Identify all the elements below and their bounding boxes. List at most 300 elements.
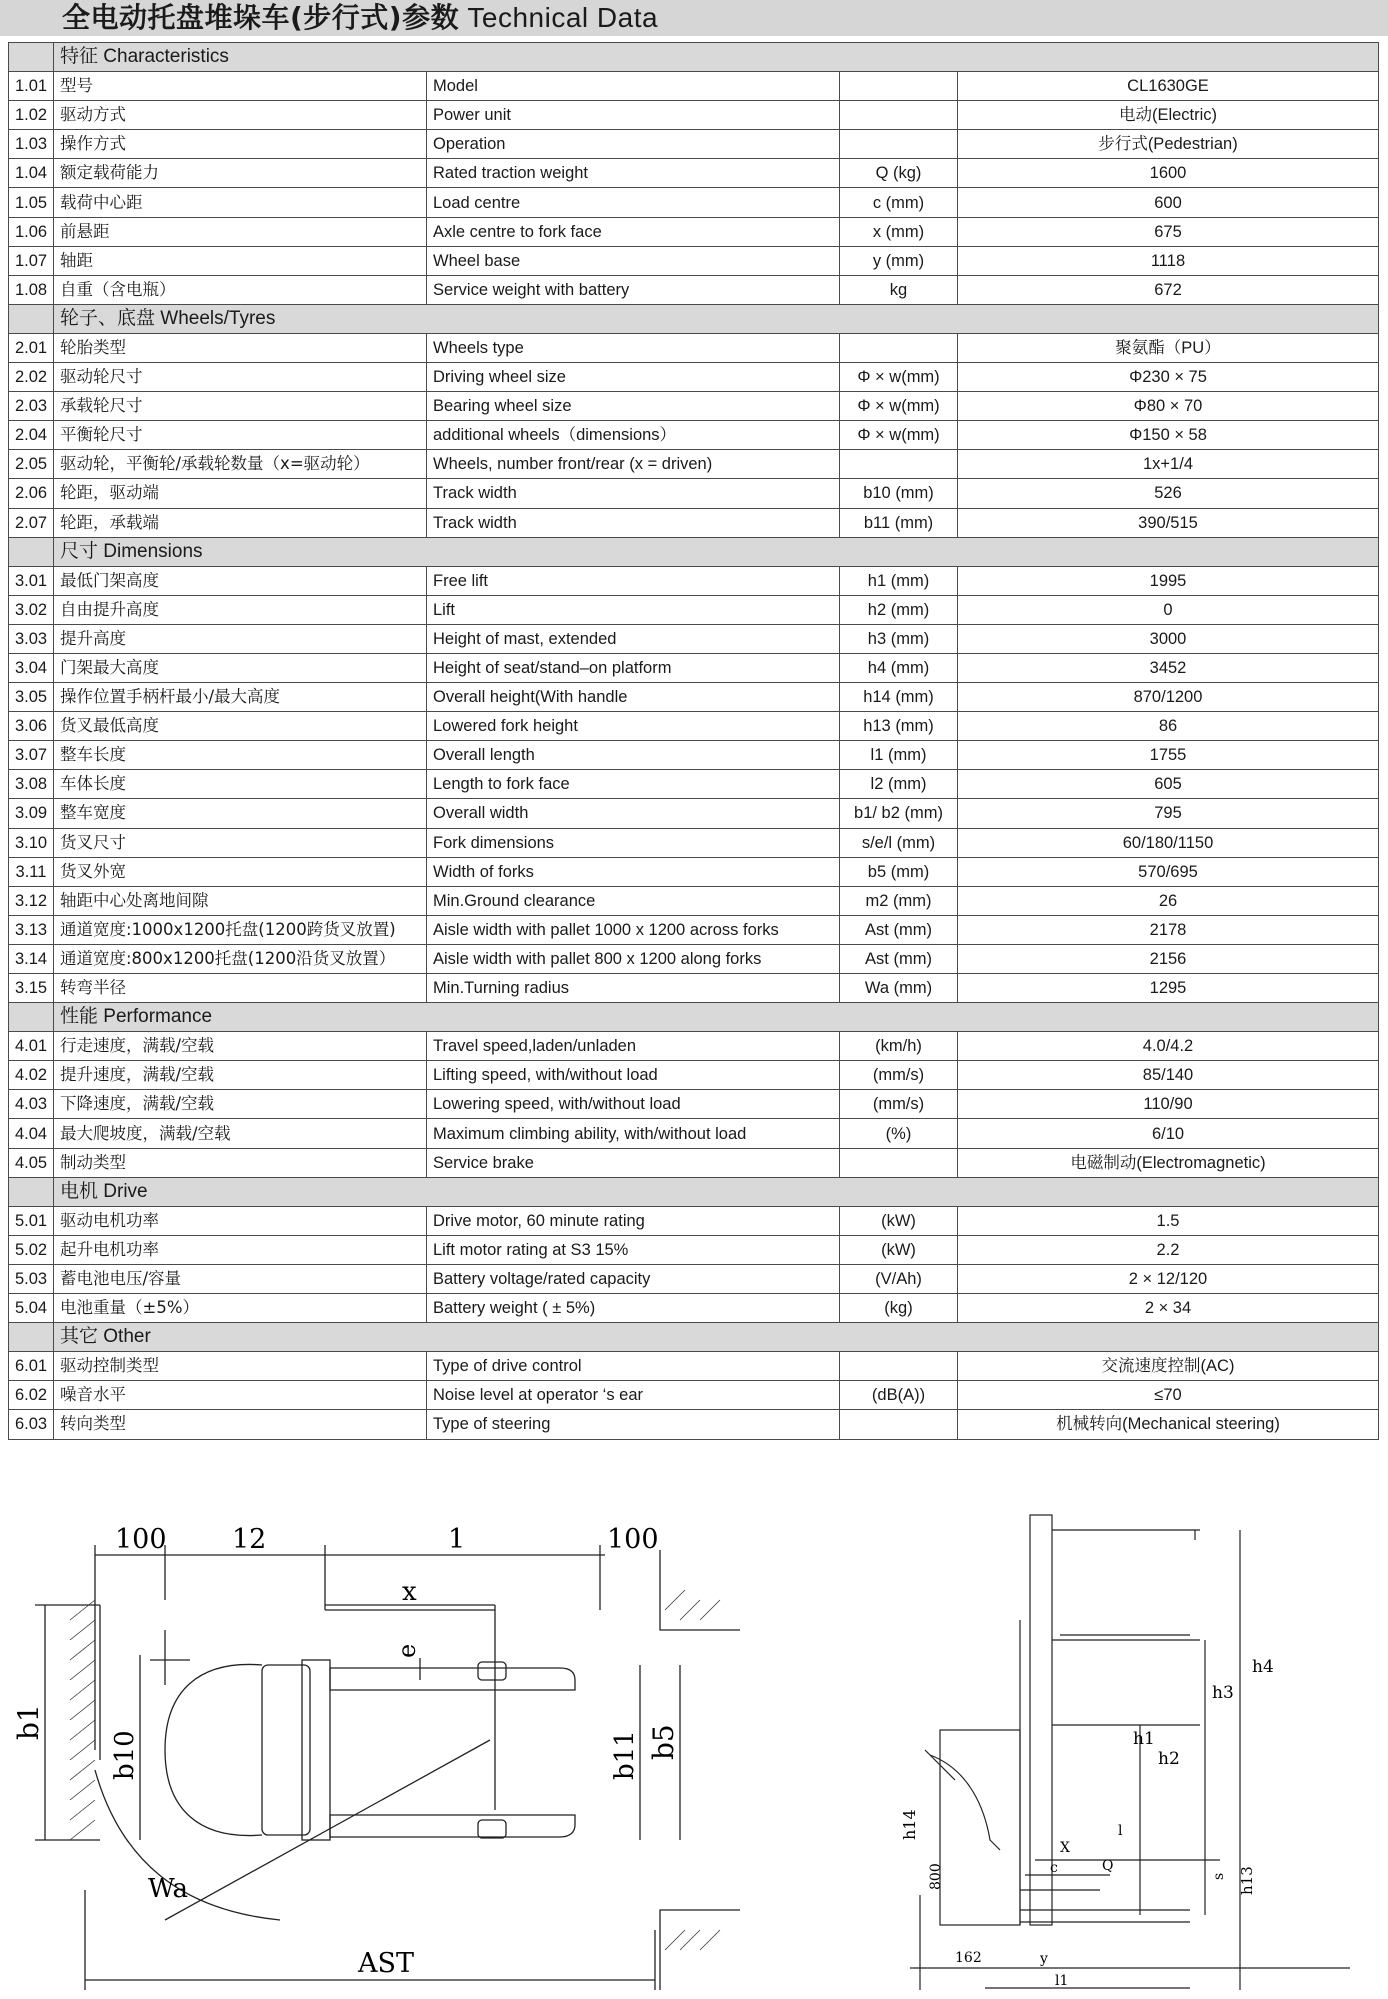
row-label-cn: 电池重量（±5%） <box>54 1294 427 1323</box>
row-label-en: Height of mast, extended <box>427 624 840 653</box>
row-unit: (km/h) <box>840 1032 958 1061</box>
row-label-cn: 提升速度，满载/空载 <box>54 1061 427 1090</box>
section-header-blank <box>9 537 54 566</box>
row-unit: Ast (mm) <box>840 915 958 944</box>
table-row <box>9 1264 1379 1293</box>
row-unit <box>840 450 958 479</box>
section-header-blank <box>9 43 54 72</box>
label-y: y <box>1040 1951 1048 1967</box>
row-label-cn: 货叉尺寸 <box>54 828 427 857</box>
table-row <box>9 944 1379 973</box>
table-row <box>9 1381 1379 1410</box>
label-h3: h3 <box>1212 1683 1234 1703</box>
row-unit: m2 (mm) <box>840 886 958 915</box>
table-row <box>9 275 1379 304</box>
row-number: 4.05 <box>9 1148 54 1177</box>
row-unit: (mm/s) <box>840 1090 958 1119</box>
row-value: 600 <box>958 188 1379 217</box>
table-row <box>9 741 1379 770</box>
section-header-label: 其它 Other <box>54 1323 1379 1352</box>
row-label-en: Lift <box>427 595 840 624</box>
section-header-label: 特征 Characteristics <box>54 43 1379 72</box>
table-row <box>9 1032 1379 1061</box>
row-label-cn: 轮胎类型 <box>54 333 427 362</box>
label-b11: b11 <box>610 1730 640 1780</box>
row-value: 26 <box>958 886 1379 915</box>
row-label-cn: 转弯半径 <box>54 974 427 1003</box>
row-unit: y (mm) <box>840 246 958 275</box>
row-label-cn: 驱动方式 <box>54 101 427 130</box>
table-row <box>9 595 1379 624</box>
table-row <box>9 1352 1379 1381</box>
row-label-cn: 驱动轮，平衡轮/承载轮数量（x=驱动轮） <box>54 450 427 479</box>
row-value: 1295 <box>958 974 1379 1003</box>
row-number: 3.14 <box>9 944 54 973</box>
page-title-en: Technical Data <box>467 2 659 33</box>
row-number: 1.03 <box>9 130 54 159</box>
row-value: 6/10 <box>958 1119 1379 1148</box>
row-label-cn: 通道宽度:800x1200托盘(1200沿货叉放置） <box>54 944 427 973</box>
row-label-en: Battery voltage/rated capacity <box>427 1264 840 1293</box>
table-row <box>9 886 1379 915</box>
row-label-en: Travel speed,laden/unladen <box>427 1032 840 1061</box>
row-value: 110/90 <box>958 1090 1379 1119</box>
label-e: e <box>393 1643 421 1658</box>
row-label-en: Overall length <box>427 741 840 770</box>
table-row <box>9 1206 1379 1235</box>
row-value: 聚氨酯（PU） <box>958 333 1379 362</box>
section-header-blank <box>9 1177 54 1206</box>
dim-100-left: 100 <box>115 1524 167 1555</box>
row-unit: kg <box>840 275 958 304</box>
row-label-en: Free lift <box>427 566 840 595</box>
label-h13: h13 <box>1238 1866 1256 1895</box>
row-label-en: Wheel base <box>427 246 840 275</box>
label-ast: AST <box>358 1948 415 1979</box>
row-label-en: Overall width <box>427 799 840 828</box>
row-label-cn: 提升高度 <box>54 624 427 653</box>
row-unit: (kW) <box>840 1235 958 1264</box>
row-value: 1.5 <box>958 1206 1379 1235</box>
row-number: 2.03 <box>9 392 54 421</box>
row-label-en: Wheels type <box>427 333 840 362</box>
label-q: Q <box>1102 1858 1114 1874</box>
label-x: x <box>402 1577 417 1607</box>
row-number: 3.15 <box>9 974 54 1003</box>
row-label-en: Model <box>427 72 840 101</box>
label-h4: h4 <box>1252 1657 1274 1677</box>
label-l1: l1 <box>1055 1973 1069 1989</box>
row-unit: (%) <box>840 1119 958 1148</box>
row-unit: b10 (mm) <box>840 479 958 508</box>
row-label-cn: 蓄电池电压/容量 <box>54 1264 427 1293</box>
table-row <box>9 101 1379 130</box>
table-row <box>9 653 1379 682</box>
row-label-en: Fork dimensions <box>427 828 840 857</box>
row-unit <box>840 130 958 159</box>
row-value: 电动(Electric) <box>958 101 1379 130</box>
row-value: 4.0/4.2 <box>958 1032 1379 1061</box>
row-label-cn: 最大爬坡度，满载/空载 <box>54 1119 427 1148</box>
label-h14: h14 <box>900 1809 919 1840</box>
row-unit: (dB(A)) <box>840 1381 958 1410</box>
row-label-en: Axle centre to fork face <box>427 217 840 246</box>
row-unit <box>840 72 958 101</box>
row-unit: b5 (mm) <box>840 857 958 886</box>
row-value: 2178 <box>958 915 1379 944</box>
row-value: 3000 <box>958 624 1379 653</box>
row-label-cn: 货叉最低高度 <box>54 712 427 741</box>
table-row <box>9 712 1379 741</box>
label-b1: b1 <box>12 1704 45 1740</box>
row-label-en: Rated traction weight <box>427 159 840 188</box>
row-number: 2.02 <box>9 363 54 392</box>
row-value: 85/140 <box>958 1061 1379 1090</box>
row-value: 2 × 34 <box>958 1294 1379 1323</box>
dim-100-right: 100 <box>607 1524 659 1555</box>
title-bar <box>0 0 1388 36</box>
row-label-cn: 轮距，承载端 <box>54 508 427 537</box>
row-label-en: Noise level at operator ‘s ear <box>427 1381 840 1410</box>
label-c: c <box>1050 1860 1058 1876</box>
row-unit: h2 (mm) <box>840 595 958 624</box>
table-row <box>9 421 1379 450</box>
row-label-en: Lowered fork height <box>427 712 840 741</box>
row-label-cn: 承载轮尺寸 <box>54 392 427 421</box>
row-number: 3.04 <box>9 653 54 682</box>
row-unit: Wa (mm) <box>840 974 958 1003</box>
row-number: 1.04 <box>9 159 54 188</box>
row-label-cn: 驱动轮尺寸 <box>54 363 427 392</box>
row-value: CL1630GE <box>958 72 1379 101</box>
row-label-en: Wheels, number front/rear (x = driven) <box>427 450 840 479</box>
row-label-en: Operation <box>427 130 840 159</box>
row-unit: (V/Ah) <box>840 1264 958 1293</box>
row-unit: h1 (mm) <box>840 566 958 595</box>
row-label-en: Overall height(With handle <box>427 683 840 712</box>
row-unit: x (mm) <box>840 217 958 246</box>
row-unit: Φ × w(mm) <box>840 363 958 392</box>
row-number: 3.08 <box>9 770 54 799</box>
row-number: 2.06 <box>9 479 54 508</box>
row-number: 3.02 <box>9 595 54 624</box>
row-number: 3.06 <box>9 712 54 741</box>
row-number: 1.05 <box>9 188 54 217</box>
row-number: 2.05 <box>9 450 54 479</box>
table-row <box>9 1235 1379 1264</box>
label-s: s <box>1211 1872 1227 1880</box>
row-label-cn: 驱动电机功率 <box>54 1206 427 1235</box>
row-value: 60/180/1150 <box>958 828 1379 857</box>
row-label-en: Type of drive control <box>427 1352 840 1381</box>
row-number: 2.01 <box>9 333 54 362</box>
section-header-label: 轮子、底盘 Wheels/Tyres <box>54 304 1379 333</box>
row-number: 1.08 <box>9 275 54 304</box>
row-number: 5.02 <box>9 1235 54 1264</box>
section-header-blank <box>9 304 54 333</box>
row-number: 5.01 <box>9 1206 54 1235</box>
row-number: 6.03 <box>9 1410 54 1439</box>
row-unit <box>840 1410 958 1439</box>
row-unit <box>840 1352 958 1381</box>
row-value: 390/515 <box>958 508 1379 537</box>
table-row <box>9 770 1379 799</box>
row-unit: (mm/s) <box>840 1061 958 1090</box>
row-label-cn: 下降速度，满载/空载 <box>54 1090 427 1119</box>
section-header-row <box>9 304 1379 333</box>
row-label-cn: 操作方式 <box>54 130 427 159</box>
row-label-en: Maximum climbing ability, with/without load <box>427 1119 840 1148</box>
row-label-cn: 轴距中心处离地间隙 <box>54 886 427 915</box>
table-row <box>9 857 1379 886</box>
row-number: 3.09 <box>9 799 54 828</box>
row-label-en: Drive motor, 60 minute rating <box>427 1206 840 1235</box>
row-label-cn: 自由提升高度 <box>54 595 427 624</box>
row-number: 3.10 <box>9 828 54 857</box>
row-label-cn: 平衡轮尺寸 <box>54 421 427 450</box>
table-row <box>9 1119 1379 1148</box>
table-row <box>9 246 1379 275</box>
label-b10: b10 <box>110 1730 140 1780</box>
row-number: 4.02 <box>9 1061 54 1090</box>
section-header-row <box>9 1003 1379 1032</box>
row-unit: l1 (mm) <box>840 741 958 770</box>
technical-drawings <box>0 1510 1388 1999</box>
row-value: 步行式(Pedestrian) <box>958 130 1379 159</box>
dim-12: 12 <box>232 1524 267 1555</box>
table-row <box>9 799 1379 828</box>
row-label-en: Min.Turning radius <box>427 974 840 1003</box>
row-number: 2.04 <box>9 421 54 450</box>
row-number: 6.01 <box>9 1352 54 1381</box>
section-header-label: 尺寸 Dimensions <box>54 537 1379 566</box>
row-label-cn: 制动类型 <box>54 1148 427 1177</box>
row-unit: Φ × w(mm) <box>840 392 958 421</box>
row-unit: b11 (mm) <box>840 508 958 537</box>
row-label-en: Driving wheel size <box>427 363 840 392</box>
row-value: 3452 <box>958 653 1379 682</box>
table-row <box>9 333 1379 362</box>
row-value: 2 × 12/120 <box>958 1264 1379 1293</box>
row-label-en: Lifting speed, with/without load <box>427 1061 840 1090</box>
table-row <box>9 915 1379 944</box>
row-label-cn: 操作位置手柄杆最小/最大高度 <box>54 683 427 712</box>
section-header-label: 性能 Performance <box>54 1003 1379 1032</box>
row-label-cn: 货叉外宽 <box>54 857 427 886</box>
row-value: 675 <box>958 217 1379 246</box>
row-value: 672 <box>958 275 1379 304</box>
row-value: 1118 <box>958 246 1379 275</box>
row-unit: h13 (mm) <box>840 712 958 741</box>
row-unit: h4 (mm) <box>840 653 958 682</box>
table-row <box>9 1410 1379 1439</box>
row-label-cn: 型号 <box>54 72 427 101</box>
row-label-cn: 整车长度 <box>54 741 427 770</box>
dim-1: 1 <box>448 1524 466 1555</box>
row-unit: (kg) <box>840 1294 958 1323</box>
row-label-en: Lowering speed, with/without load <box>427 1090 840 1119</box>
table-row <box>9 566 1379 595</box>
technical-data-table <box>8 42 1379 1440</box>
row-label-cn: 起升电机功率 <box>54 1235 427 1264</box>
row-unit: h3 (mm) <box>840 624 958 653</box>
table-row <box>9 450 1379 479</box>
row-unit: Ast (mm) <box>840 944 958 973</box>
row-label-cn: 前悬距 <box>54 217 427 246</box>
row-number: 3.07 <box>9 741 54 770</box>
row-unit: b1/ b2 (mm) <box>840 799 958 828</box>
row-label-cn: 额定载荷能力 <box>54 159 427 188</box>
row-value: 机械转向(Mechanical steering) <box>958 1410 1379 1439</box>
section-header-row <box>9 537 1379 566</box>
label-800: 800 <box>928 1863 944 1890</box>
row-number: 3.05 <box>9 683 54 712</box>
row-label-cn: 门架最大高度 <box>54 653 427 682</box>
row-label-cn: 自重（含电瓶） <box>54 275 427 304</box>
section-header-row <box>9 1177 1379 1206</box>
section-header-label: 电机 Drive <box>54 1177 1379 1206</box>
table-row <box>9 159 1379 188</box>
row-value: 1995 <box>958 566 1379 595</box>
row-number: 5.03 <box>9 1264 54 1293</box>
row-unit: Q (kg) <box>840 159 958 188</box>
row-label-en: Lift motor rating at S3 15% <box>427 1235 840 1264</box>
row-unit: s/e/l (mm) <box>840 828 958 857</box>
row-unit <box>840 333 958 362</box>
row-number: 3.13 <box>9 915 54 944</box>
section-header-blank <box>9 1323 54 1352</box>
row-value: 86 <box>958 712 1379 741</box>
side-view-drawing <box>890 1510 1388 1999</box>
section-header-row <box>9 1323 1379 1352</box>
row-number: 3.11 <box>9 857 54 886</box>
row-value: 电磁制动(Electromagnetic) <box>958 1148 1379 1177</box>
row-value: 2.2 <box>958 1235 1379 1264</box>
row-label-en: Width of forks <box>427 857 840 886</box>
row-value: ≤70 <box>958 1381 1379 1410</box>
row-unit <box>840 101 958 130</box>
page-title <box>62 2 658 34</box>
row-unit <box>840 1148 958 1177</box>
table-row <box>9 974 1379 1003</box>
row-value: 0 <box>958 595 1379 624</box>
row-number: 1.06 <box>9 217 54 246</box>
table-row <box>9 624 1379 653</box>
row-label-cn: 轴距 <box>54 246 427 275</box>
top-view-drawing <box>0 1510 760 1999</box>
row-label-cn: 行走速度，满载/空载 <box>54 1032 427 1061</box>
table-row <box>9 508 1379 537</box>
row-number: 4.04 <box>9 1119 54 1148</box>
row-unit: h14 (mm) <box>840 683 958 712</box>
row-label-en: Service weight with battery <box>427 275 840 304</box>
section-header-blank <box>9 1003 54 1032</box>
row-value: 交流速度控制(AC) <box>958 1352 1379 1381</box>
table-row <box>9 130 1379 159</box>
row-number: 3.03 <box>9 624 54 653</box>
table-row <box>9 1294 1379 1323</box>
row-unit: l2 (mm) <box>840 770 958 799</box>
row-value: Φ230 × 75 <box>958 363 1379 392</box>
table-row <box>9 217 1379 246</box>
row-label-en: Length to fork face <box>427 770 840 799</box>
row-label-cn: 载荷中心距 <box>54 188 427 217</box>
label-wa: Wa <box>148 1874 188 1904</box>
row-value: 870/1200 <box>958 683 1379 712</box>
row-label-en: Track width <box>427 508 840 537</box>
row-label-en: Track width <box>427 479 840 508</box>
table-row <box>9 1148 1379 1177</box>
table-row <box>9 828 1379 857</box>
row-value: 605 <box>958 770 1379 799</box>
row-unit: (kW) <box>840 1206 958 1235</box>
row-number: 6.02 <box>9 1381 54 1410</box>
row-label-en: Power unit <box>427 101 840 130</box>
row-value: 526 <box>958 479 1379 508</box>
row-label-en: Aisle width with pallet 800 x 1200 along forks <box>427 944 840 973</box>
row-label-cn: 整车宽度 <box>54 799 427 828</box>
row-number: 2.07 <box>9 508 54 537</box>
row-value: Φ150 × 58 <box>958 421 1379 450</box>
row-value: 795 <box>958 799 1379 828</box>
table-row <box>9 188 1379 217</box>
row-label-cn: 轮距，驱动端 <box>54 479 427 508</box>
row-value: Φ80 × 70 <box>958 392 1379 421</box>
row-value: 1755 <box>958 741 1379 770</box>
row-label-cn: 驱动控制类型 <box>54 1352 427 1381</box>
table-row <box>9 363 1379 392</box>
row-label-en: Height of seat/stand–on platform <box>427 653 840 682</box>
label-162: 162 <box>955 1950 982 1966</box>
row-label-cn: 最低门架高度 <box>54 566 427 595</box>
row-label-cn: 车体长度 <box>54 770 427 799</box>
row-number: 3.01 <box>9 566 54 595</box>
row-value: 1x+1/4 <box>958 450 1379 479</box>
table-row <box>9 392 1379 421</box>
row-number: 3.12 <box>9 886 54 915</box>
label-x-side: X <box>1060 1840 1070 1856</box>
row-label-en: additional wheels（dimensions） <box>427 421 840 450</box>
row-label-en: Bearing wheel size <box>427 392 840 421</box>
page-title-cn: 全电动托盘堆垛车(步行式)参数 <box>62 1 460 34</box>
row-number: 4.01 <box>9 1032 54 1061</box>
table-row <box>9 72 1379 101</box>
section-header-row <box>9 43 1379 72</box>
table-row <box>9 683 1379 712</box>
row-label-en: Battery weight ( ± 5%) <box>427 1294 840 1323</box>
row-value: 1600 <box>958 159 1379 188</box>
row-unit: Φ × w(mm) <box>840 421 958 450</box>
row-label-cn: 噪音水平 <box>54 1381 427 1410</box>
row-number: 1.01 <box>9 72 54 101</box>
table-row <box>9 1090 1379 1119</box>
row-label-en: Service brake <box>427 1148 840 1177</box>
row-value: 2156 <box>958 944 1379 973</box>
label-l: l <box>1118 1823 1123 1839</box>
row-label-en: Type of steering <box>427 1410 840 1439</box>
row-label-en: Aisle width with pallet 1000 x 1200 across forks <box>427 915 840 944</box>
row-number: 5.04 <box>9 1294 54 1323</box>
label-h2: h2 <box>1158 1749 1180 1769</box>
row-label-en: Load centre <box>427 188 840 217</box>
table-row <box>9 1061 1379 1090</box>
row-number: 1.02 <box>9 101 54 130</box>
label-h1: h1 <box>1133 1729 1155 1749</box>
row-value: 570/695 <box>958 857 1379 886</box>
row-unit: c (mm) <box>840 188 958 217</box>
row-number: 1.07 <box>9 246 54 275</box>
row-number: 4.03 <box>9 1090 54 1119</box>
